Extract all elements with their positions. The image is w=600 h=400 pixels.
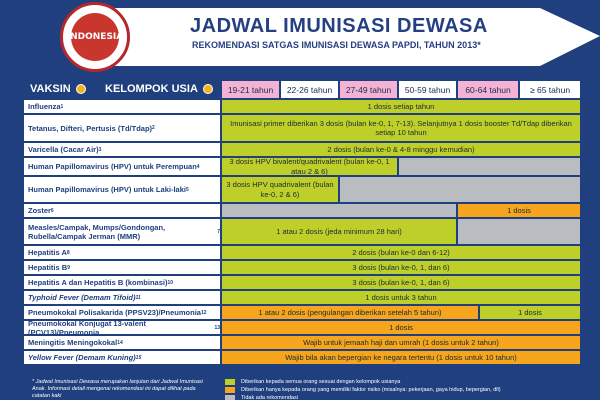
schedule-bar: 1 dosis untuk 3 tahun — [222, 291, 580, 304]
info-dot-icon — [203, 84, 213, 94]
legend-item-orange: Diberikan hanya kepada orang yang memiliki faktor risiko (misalnya: pekerjaan, gaya hidup, bepergian, dll) — [225, 386, 595, 393]
row-typhoid — [24, 291, 580, 304]
legend-swatch-orange — [225, 387, 235, 393]
row-hepatitis-ab — [24, 276, 580, 289]
page-subtitle: REKOMENDASI SATGAS IMUNISASI DEWASA PAPDI, TAHUN 2013* — [192, 40, 481, 50]
caduceus-icon — [66, 13, 124, 61]
row-influenza — [24, 100, 580, 113]
age-65-plus: ≥ 65 tahun — [520, 81, 580, 98]
age-27-49: 27-49 tahun — [340, 81, 397, 98]
papdi-logo — [60, 2, 130, 72]
vaccine-name: Hepatitis A 8 — [24, 246, 220, 259]
schedule-bar: 1 atau 2 dosis (pengulangan diberikan setelah 5 tahun) — [222, 306, 478, 319]
vaccine-name: Human Papillomavirus (HPV) untuk Perempuan 4 — [24, 158, 220, 175]
vaccine-name: Human Papillomavirus (HPV) untuk Laki-laki 5 — [24, 177, 220, 202]
footnote: * Jadwal Imunisasi Dewasa merupakan lanjutan dari Jadwal Imunisasi Anak. Informasi detail mengenai rekomendasi ini dapat dilihat pada catatan kaki — [32, 379, 203, 400]
vaccine-name: Pneumokokal Konjugat 13-valent (PCV13)/Pneumonia 13 — [24, 321, 220, 334]
footer — [0, 376, 600, 400]
info-dot-icon — [76, 84, 86, 94]
schedule-bar: Wajib bila akan bepergian ke negara tertentu (1 dosis untuk 10 tahun) — [222, 351, 580, 364]
vaccine-name: Typhoid Fever (Demam Tifoid) 11 — [24, 291, 220, 304]
legend — [225, 378, 595, 400]
schedule-bar: 1 atau 2 dosis (jeda minimum 28 hari) — [222, 219, 456, 244]
no-recommendation-bar — [340, 177, 580, 202]
vaksin-header — [30, 80, 86, 97]
header — [0, 0, 600, 70]
logo-text: INDONESIA — [66, 32, 124, 42]
age-50-59: 50-59 tahun — [399, 81, 456, 98]
no-recommendation-bar — [399, 158, 580, 175]
vaccine-name: Hepatitis A dan Hepatitis B (kombinasi) 10 — [24, 276, 220, 289]
kelompok-usia-label: KELOMPOK USIA — [105, 82, 198, 95]
schedule-bar: 2 dosis (bulan ke-0 dan 6-12) — [222, 246, 580, 259]
schedule-bar: 1 dosis setiap tahun — [222, 100, 580, 113]
vaccine-name: Hepatitis B 9 — [24, 261, 220, 274]
legend-swatch-green — [225, 379, 235, 385]
vaccine-name: Influenza 1 — [24, 100, 220, 113]
row-yellow-fever — [24, 351, 580, 364]
vaccine-name: Zoster 6 — [24, 204, 220, 217]
schedule-bar: 1 dosis — [222, 321, 580, 334]
vaccine-name: Measles/Campak, Mumps/Gondongan, Rubella/Campak Jerman (MMR) 7 — [24, 219, 220, 244]
row-hpv-laki — [24, 177, 580, 202]
no-recommendation-bar — [458, 219, 580, 244]
page-title: JADWAL IMUNISASI DEWASA — [190, 15, 488, 37]
kelompok-usia-header — [105, 80, 213, 97]
legend-item-gray: Tidak ada rekomendasi — [225, 394, 595, 400]
schedule-bar: Wajib untuk jemaah haji dan umrah (1 dosis untuk 2 tahun) — [222, 336, 580, 349]
vaccine-name: Pneumokokal Polisakarida (PPSV23)/Pneumonia 12 — [24, 306, 220, 319]
legend-item-green: Diberikan kepada semua orang sesuai dengan kelompok usianya — [225, 378, 595, 385]
no-recommendation-bar — [222, 204, 456, 217]
row-tetanus — [24, 115, 580, 141]
age-22-26: 22-26 tahun — [281, 81, 338, 98]
row-zoster — [24, 204, 580, 217]
row-ppsv23 — [24, 306, 580, 319]
schedule-bar: 3 dosis (bulan ke-0, 1, dan 6) — [222, 276, 580, 289]
schedule-bar: 3 dosis HPV quadrivalent (bulan ke-0, 2 & 6) — [222, 177, 338, 202]
schedule-bar: 1 dosis — [480, 306, 580, 319]
row-pcv13 — [24, 318, 580, 337]
vaksin-label: VAKSIN — [30, 82, 71, 95]
row-mmr — [24, 219, 580, 244]
age-60-64: 60-64 tahun — [458, 81, 518, 98]
row-hepatitis-a — [24, 246, 580, 259]
row-hepatitis-b — [24, 261, 580, 274]
row-hpv-perempuan — [24, 158, 580, 175]
schedule-bar: 3 dosis HPV bivalent/quadrivalent (bulan ke-0, 1 atau 2 & 6) — [222, 158, 397, 175]
schedule-bar: Imunisasi primer diberikan 3 dosis (bulan ke-0, 1, 7-13). Selanjutnya 1 dosis booster Td/Tdap diberikan setiap 10 tahun — [222, 115, 580, 141]
vaccine-name: Tetanus, Difteri, Pertusis (Td/Tdap) 2 — [24, 115, 220, 141]
vaccine-name: Yellow Fever (Demam Kuning) 15 — [24, 351, 220, 364]
vaccine-name: Meningitis Meningokokal 14 — [24, 336, 220, 349]
schedule-bar: 1 dosis — [458, 204, 580, 217]
legend-swatch-gray — [225, 395, 235, 400]
row-varicella — [24, 143, 580, 156]
schedule-bar: 3 dosis (bulan ke-0, 1, dan 6) — [222, 261, 580, 274]
row-meningitis — [24, 336, 580, 349]
schedule-bar: 2 dosis (bulan ke-0 & 4-8 minggu kemudian) — [222, 143, 580, 156]
vaccine-name: Varicella (Cacar Air) 3 — [24, 143, 220, 156]
age-19-21: 19-21 tahun — [222, 81, 279, 98]
